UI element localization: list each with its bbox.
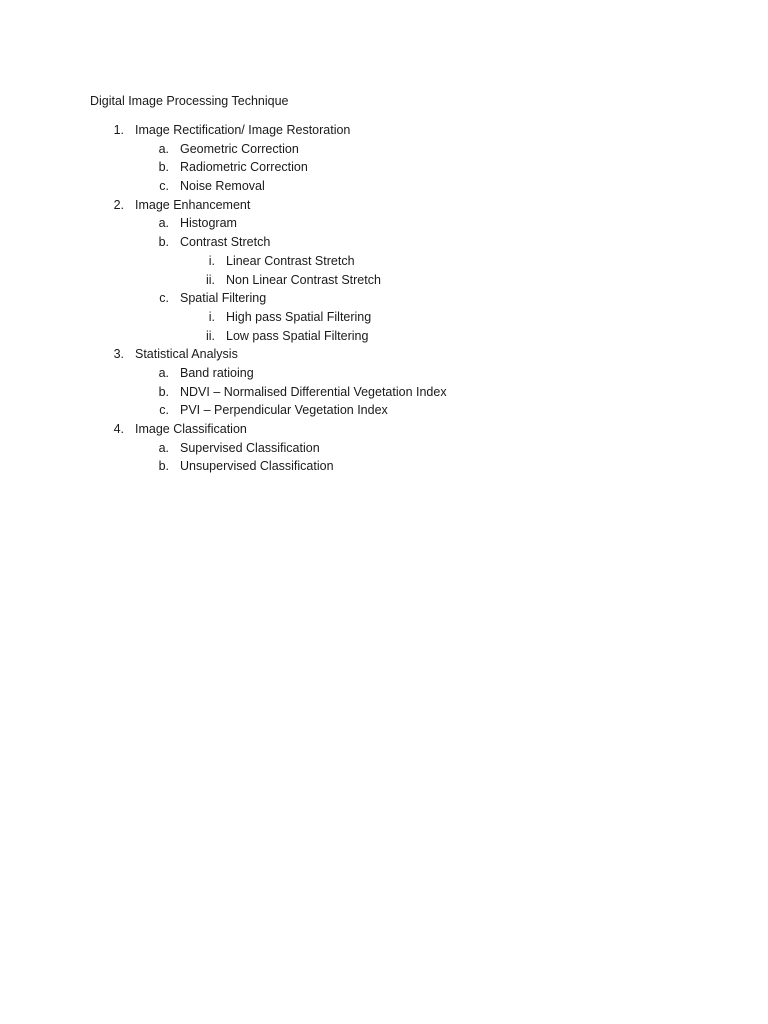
outline-item-text: Linear Contrast Stretch — [226, 253, 355, 268]
outline-item-marker: c. — [159, 403, 169, 418]
outline-item-marker: b. — [158, 384, 169, 399]
outline-item-text: Non Linear Contrast Stretch — [226, 272, 381, 287]
outline-item-marker: a. — [158, 365, 169, 380]
outline-list — [0, 121, 768, 476]
outline-item-marker: 1. — [113, 123, 124, 137]
outline-item-marker: ii. — [205, 328, 215, 343]
outline-item-text: NDVI – Normalised Differential Vegetation Index — [180, 384, 447, 399]
outline-item-level-3 — [0, 252, 768, 271]
outline-item-level-2 — [0, 158, 768, 177]
outline-item-text: Spatial Filtering — [180, 291, 267, 306]
outline-item-text: High pass Spatial Filtering — [226, 309, 372, 324]
outline-item-level-3 — [0, 271, 768, 290]
outline-item-marker: b. — [158, 459, 169, 474]
outline-item-level-2 — [0, 364, 768, 383]
outline-item-level-2 — [0, 177, 768, 196]
outline-item-marker: a. — [158, 141, 169, 156]
outline-item-text: Image Rectification/ Image Restoration — [135, 123, 351, 137]
outline-item-level-1 — [0, 196, 768, 215]
outline-item-marker: i. — [208, 253, 215, 268]
outline-item-marker: i. — [208, 309, 215, 324]
outline-item-marker: c. — [159, 291, 169, 306]
outline-item-marker: a. — [158, 440, 169, 455]
outline-item-level-2 — [0, 214, 768, 233]
outline-item-text: Statistical Analysis — [135, 347, 238, 362]
document-title: Digital Image Processing Technique — [90, 94, 289, 108]
outline-item-level-3 — [0, 308, 768, 327]
outline-item-text: Noise Removal — [180, 179, 265, 194]
outline-item-text: Supervised Classification — [180, 440, 320, 455]
outline-item-level-2 — [0, 233, 768, 252]
outline-item-level-2 — [0, 289, 768, 308]
outline-item-text: Contrast Stretch — [180, 235, 271, 250]
outline-item-level-2 — [0, 140, 768, 159]
outline-item-level-2 — [0, 457, 768, 476]
outline-item-marker: ii. — [205, 272, 215, 287]
outline-item-text: Low pass Spatial Filtering — [226, 328, 369, 343]
outline-item-text: Radiometric Correction — [180, 160, 308, 175]
outline-item-level-1 — [0, 121, 768, 140]
outline-item-text: Unsupervised Classification — [180, 459, 334, 474]
outline-item-marker: b. — [158, 160, 169, 175]
outline-item-level-2 — [0, 439, 768, 458]
outline-item-level-2 — [0, 401, 768, 420]
outline-item-text: Geometric Correction — [180, 141, 299, 156]
outline-item-level-2 — [0, 383, 768, 402]
outline-item-text: PVI – Perpendicular Vegetation Index — [180, 403, 388, 418]
outline-item-text: Histogram — [180, 216, 237, 231]
outline-item-text: Image Enhancement — [135, 197, 251, 212]
outline-item-level-3 — [0, 327, 768, 346]
outline-item-level-1 — [0, 420, 768, 439]
outline-item-marker: 4. — [113, 422, 124, 436]
outline-item-marker: 3. — [113, 347, 124, 362]
outline-item-text: Band ratioing — [180, 365, 254, 380]
outline-item-marker: c. — [159, 179, 169, 194]
outline-item-level-1 — [0, 345, 768, 364]
outline-item-text: Image Classification — [135, 422, 247, 436]
outline-item-marker: 2. — [113, 197, 124, 212]
outline-item-marker: b. — [158, 235, 169, 250]
outline-item-marker: a. — [158, 216, 169, 231]
